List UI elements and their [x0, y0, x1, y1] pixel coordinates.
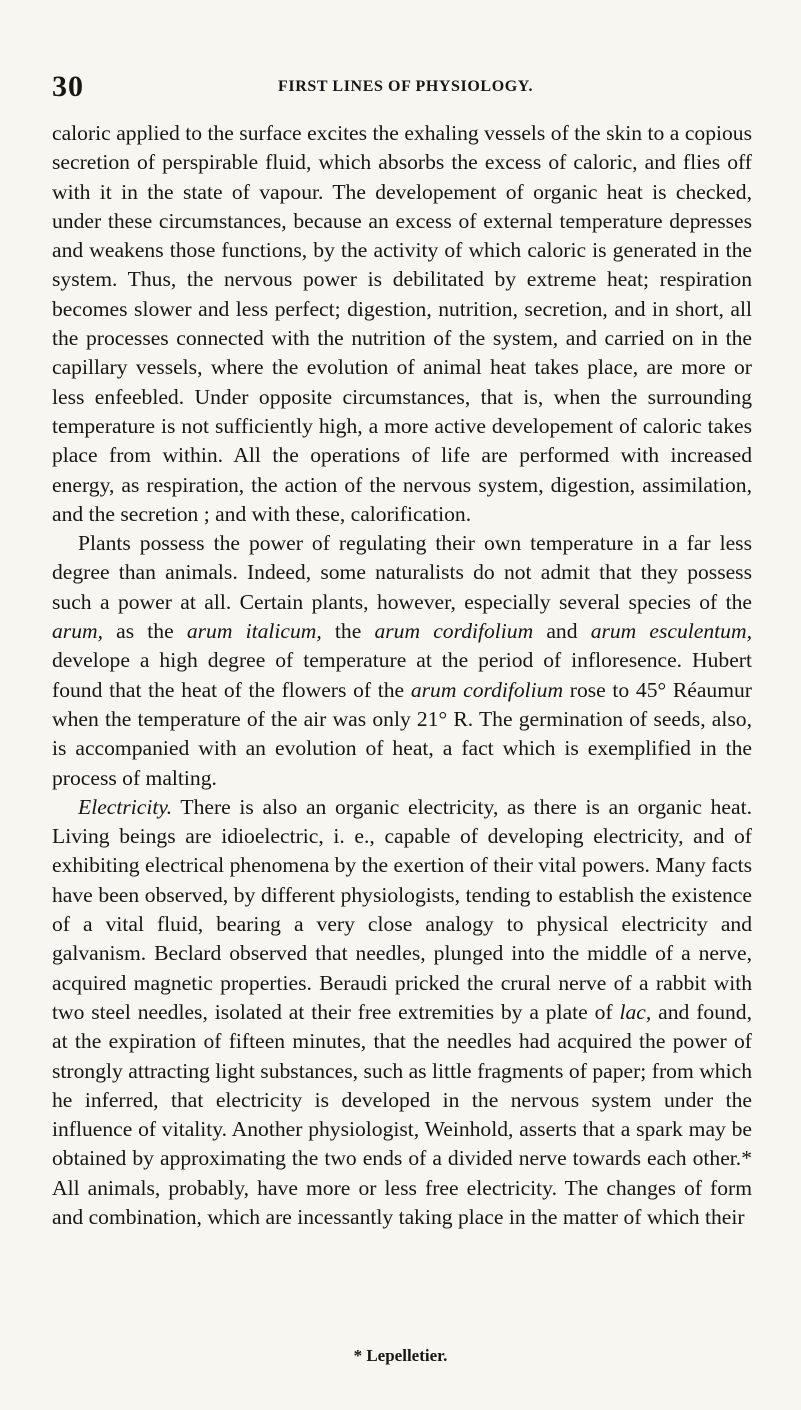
page-header [52, 70, 753, 110]
text-run: and found, at the expiration of fifteen minutes, that the needles had acquired the power of strongly attracting light substances, such as little fragments of paper; from which he inferred, that electricity is developed in the nervous system under the influence of vitality. Another physiologist, Weinhold, asserts that a spark may be obtained by approximating the two ends of a divided nerve towards each other.* All animals, probably, have more or less free electricity. The changes of form and combination, which are incessantly taking place in the matter of which their [52, 999, 752, 1229]
text-run: rose to 45° Réaumur when the temperature of the air was only 21° R. The germination of seeds, also, is accompanied with an evolution of heat, a fact which is exemplified in the process of malting. [52, 677, 752, 790]
italic-term: arum esculentum, [590, 619, 752, 644]
paragraph-plants [52, 529, 752, 793]
italic-term: arum italicum, [186, 619, 322, 644]
text-run: as the [103, 619, 187, 644]
footnote: * Lepelletier. [353, 1346, 448, 1365]
text-run: and [533, 619, 591, 644]
italic-term: lac, [619, 999, 652, 1024]
paragraph-caloric: caloric applied to the surface excites the exhaling vessels of the skin to a copious secretion of perspirable fluid, which absorbs the excess of caloric, and flies off with it in the state of vapour. The developement of organic heat is checked, under these circumstances, because an excess of external temperature depresses and weakens those functions, by the activity of which caloric is generated in the system. Thus, the nervous power is debilitated by extreme heat; respiration becomes slower and less perfect; digestion, nutrition, secretion, and in short, all the processes connected with the nutrition of the system, and carried on in the capillary vessels, where the evolution of animal heat takes place, are more or less enfeebled. Under opposite circumstances, that is, when the surrounding temperature is not sufficiently high, a more active developement of caloric takes place from within. All the operations of life are performed with increased energy, as respiration, the action of the nervous system, digestion, assimilation, and the secretion ; and with these, calorification. [52, 121, 752, 526]
running-head: FIRST LINES OF PHYSIOLOGY. [278, 78, 534, 95]
text-run: Plants possess the power of regulating their own temperature in a far less degree than animals. Indeed, some naturalists do not admit that they possess such a power at all. Certain plants, however, especially several species of the [52, 531, 752, 614]
section-heading-electricity: Electricity. [78, 794, 173, 819]
text-run: There is also an organic electricity, as there is an organic heat. Living beings are idioelectric, i. e., capable of developing electricity, and of exhibiting electrical phenomena by the exertion of their vital powers. Many facts have been observed, by different physiologists, tending to establish the existence of a vital fluid, bearing a very close analogy to physical electricity and galvanism. Beclard observed that needles, plunged into the middle of a nerve, acquired magnetic properties. Beraudi pricked the crural nerve of a rabbit with two steel needles, isolated at their free extremities by a plate of [52, 794, 752, 1024]
paragraph-electricity [52, 793, 752, 1232]
italic-term: arum cordifolium [410, 677, 564, 702]
body-text [52, 119, 752, 1232]
italic-term: arum, [52, 619, 103, 644]
text-run: the [321, 619, 375, 644]
text-run: develope a high degree of temperature at the period of infloresence. Hubert found that the heat of the flowers of the [52, 648, 752, 702]
page-number: 30 [52, 70, 84, 103]
italic-term: arum cordifolium [374, 619, 534, 644]
